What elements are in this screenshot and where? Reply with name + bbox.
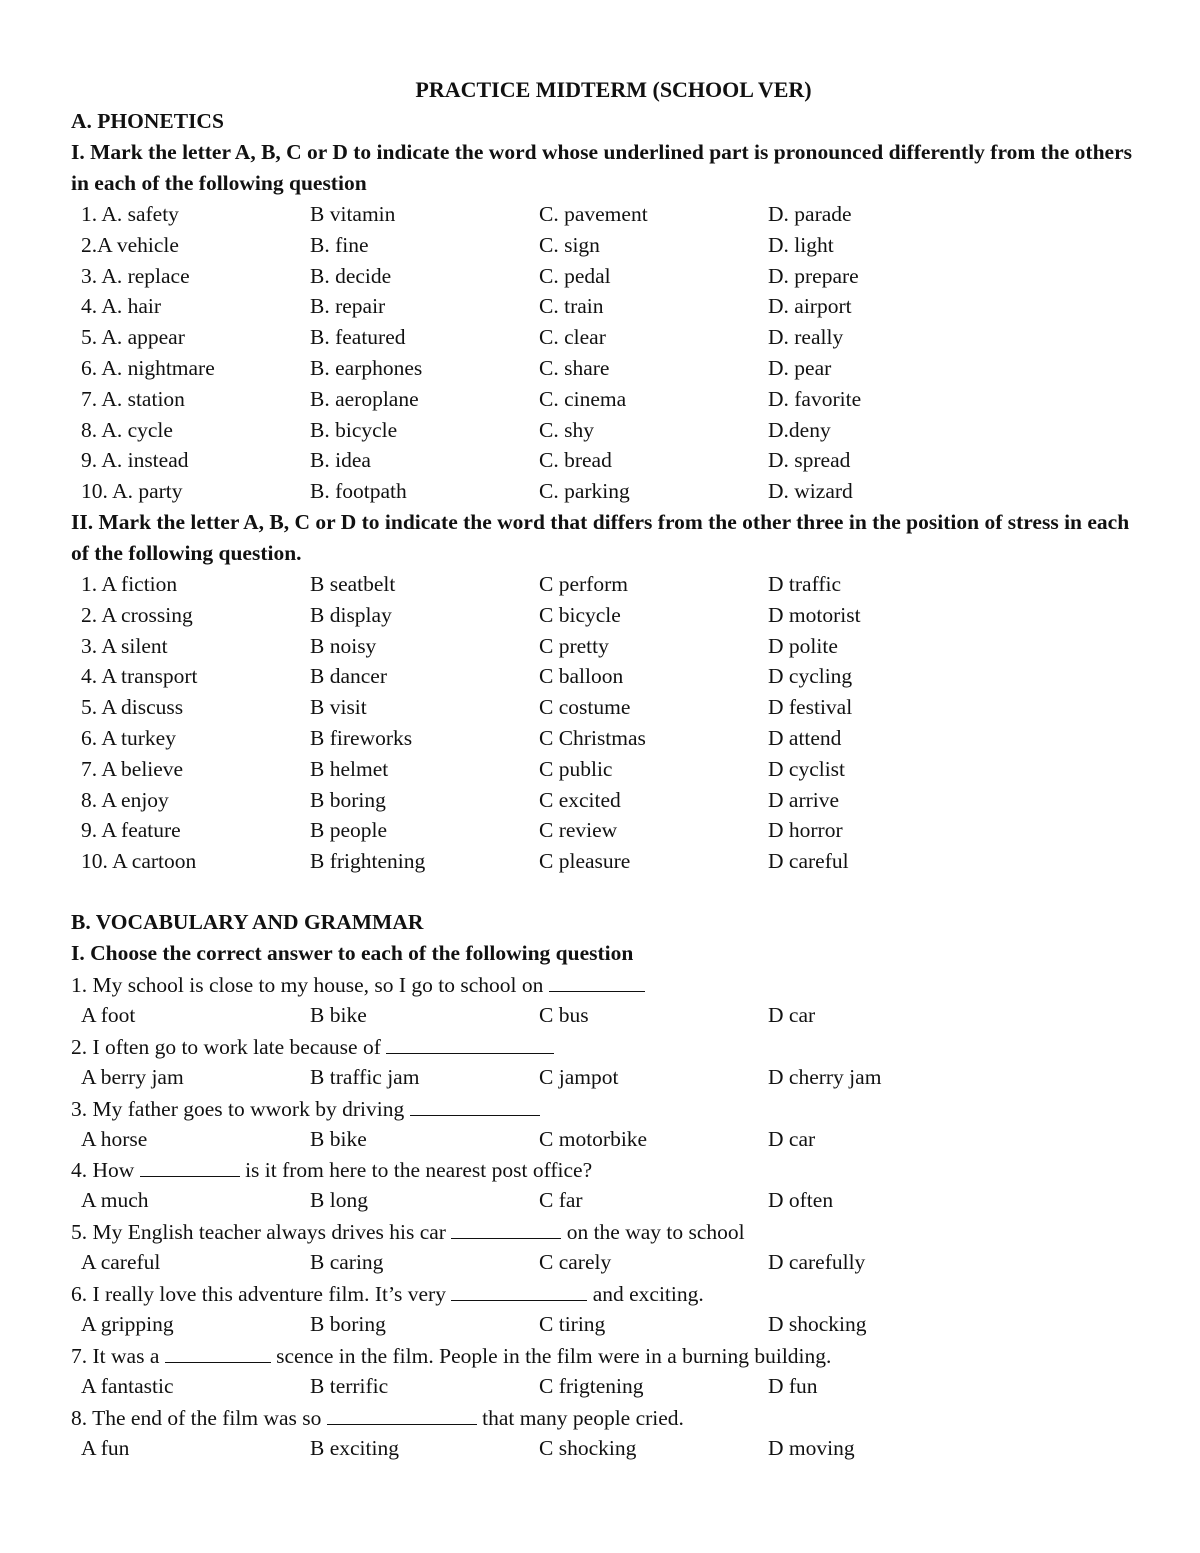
answer-option-d: D.deny bbox=[768, 417, 831, 442]
question-row bbox=[71, 754, 1136, 785]
question-row bbox=[71, 384, 1136, 415]
answer-option-d: D arrive bbox=[768, 787, 840, 812]
question-row bbox=[71, 230, 1136, 261]
answer-option-c: C Christmas bbox=[539, 725, 646, 750]
answer-option-b: B. decide bbox=[310, 263, 392, 288]
answer-blank bbox=[549, 969, 645, 992]
answer-option-d: D. prepare bbox=[768, 263, 859, 288]
answer-option-d: D festival bbox=[768, 695, 853, 720]
answer-option-b: B. earphones bbox=[310, 355, 423, 380]
question-stem bbox=[71, 1340, 1136, 1371]
phonetics-question-list-1 bbox=[71, 199, 1136, 507]
question-text-end: is it from here to the nearest post office? bbox=[239, 1158, 593, 1183]
answer-option-c: C costume bbox=[539, 695, 631, 720]
page-title: PRACTICE MIDTERM (SCHOOL VER) bbox=[415, 77, 812, 102]
question-row bbox=[71, 723, 1136, 754]
vocab-question-list bbox=[71, 969, 1136, 1463]
question-option-a: 5. A discuss bbox=[81, 695, 184, 720]
options-row bbox=[71, 1309, 1136, 1340]
question-option-a: 1. A fiction bbox=[81, 571, 178, 596]
answer-option-d: D horror bbox=[768, 818, 843, 843]
answer-option-d: D fun bbox=[768, 1373, 818, 1398]
answer-option-b: B bike bbox=[310, 1002, 367, 1027]
question-row bbox=[71, 846, 1136, 877]
answer-option-b: B. idea bbox=[310, 448, 371, 473]
answer-option-d: D. pear bbox=[768, 355, 832, 380]
question-stem bbox=[71, 1402, 1136, 1433]
options-row bbox=[71, 1062, 1136, 1093]
answer-option-b: B. repair bbox=[310, 294, 386, 319]
answer-option-c: C. clear bbox=[539, 325, 606, 350]
answer-option-d: D shocking bbox=[768, 1311, 867, 1336]
question-row bbox=[71, 631, 1136, 662]
answer-option-b: B noisy bbox=[310, 633, 377, 658]
answer-option-b: B vitamin bbox=[310, 202, 396, 226]
answer-option-d: D often bbox=[768, 1188, 834, 1213]
question-option-a: 2. A crossing bbox=[81, 602, 193, 627]
answer-option-c: C public bbox=[539, 756, 613, 781]
answer-blank bbox=[140, 1154, 240, 1177]
answer-option-c: C. bread bbox=[539, 448, 612, 473]
question-row bbox=[71, 322, 1136, 353]
question-stem bbox=[71, 1216, 1136, 1247]
vocab-instruction-1: I. Choose the correct answer to each of the following question bbox=[71, 940, 634, 965]
answer-option-b: B terrific bbox=[310, 1373, 389, 1398]
question-text-end: on the way to school bbox=[561, 1220, 745, 1245]
answer-option-d: D cyclist bbox=[768, 756, 846, 781]
answer-option-c: C excited bbox=[539, 787, 621, 812]
question-row bbox=[71, 785, 1136, 816]
answer-option-b: B seatbelt bbox=[310, 571, 396, 596]
answer-option-d: D moving bbox=[768, 1435, 855, 1460]
answer-option-a: A foot bbox=[81, 1002, 136, 1027]
answer-option-c: C balloon bbox=[539, 664, 624, 689]
answer-option-c: C bicycle bbox=[539, 602, 621, 627]
answer-option-d: D. airport bbox=[768, 294, 852, 319]
answer-option-b: B exciting bbox=[310, 1435, 399, 1460]
answer-option-c: C. parking bbox=[539, 479, 630, 504]
answer-option-c: C. cinema bbox=[539, 386, 627, 411]
phonetics-instruction-2: II. Mark the letter A, B, C or D to indicate the word that differs from the other three in the position of stress in each of the following question. bbox=[71, 509, 1130, 565]
answer-option-a: A gripping bbox=[81, 1311, 174, 1336]
answer-option-c: C far bbox=[539, 1188, 583, 1213]
question-row bbox=[71, 476, 1136, 507]
question-option-a: 6. A. nightmare bbox=[81, 355, 215, 380]
question-option-a: 6. A turkey bbox=[81, 725, 176, 750]
answer-option-d: D carefully bbox=[768, 1250, 866, 1275]
question-text: 8. The end of the film was so bbox=[71, 1405, 327, 1430]
answer-option-b: B long bbox=[310, 1188, 368, 1213]
answer-option-b: B bike bbox=[310, 1126, 367, 1151]
question-text: 5. My English teacher always drives his car bbox=[71, 1220, 452, 1245]
answer-option-c: C pretty bbox=[539, 633, 609, 658]
question-option-a: 4. A transport bbox=[81, 664, 198, 689]
question-row bbox=[71, 661, 1136, 692]
answer-option-b: B fireworks bbox=[310, 725, 413, 750]
answer-option-d: D. really bbox=[768, 325, 844, 350]
answer-option-c: C. train bbox=[539, 294, 604, 319]
answer-option-c: C review bbox=[539, 818, 618, 843]
question-row bbox=[71, 199, 1136, 230]
answer-option-c: C motorbike bbox=[539, 1126, 648, 1151]
answer-option-a: A fantastic bbox=[81, 1373, 174, 1398]
answer-option-b: B boring bbox=[310, 1311, 386, 1336]
answer-option-c: C carely bbox=[539, 1250, 612, 1275]
question-text: 3. My father goes to wwork by driving bbox=[71, 1096, 410, 1121]
answer-option-c: C. pedal bbox=[539, 263, 611, 288]
answer-option-b: B visit bbox=[310, 695, 367, 720]
answer-option-d: D. parade bbox=[768, 202, 852, 226]
question-text: 6. I really love this adventure film. It’s very bbox=[71, 1281, 452, 1306]
question-option-a: 10. A. party bbox=[81, 479, 183, 504]
answer-option-a: A berry jam bbox=[81, 1064, 184, 1089]
section-b-heading: B. VOCABULARY AND GRAMMAR bbox=[71, 909, 424, 934]
question-text: 4. How bbox=[71, 1158, 140, 1183]
answer-option-d: D cherry jam bbox=[768, 1064, 882, 1089]
question-text: 1. My school is close to my house, so I go to school on bbox=[71, 972, 549, 997]
options-row bbox=[71, 1000, 1136, 1031]
answer-option-b: B display bbox=[310, 602, 392, 627]
answer-option-a: A careful bbox=[81, 1250, 161, 1275]
answer-option-c: C. share bbox=[539, 355, 610, 380]
answer-option-d: D. spread bbox=[768, 448, 851, 473]
question-option-a: 3. A. replace bbox=[81, 263, 190, 288]
question-option-a: 9. A feature bbox=[81, 818, 181, 843]
phonetics-question-list-2 bbox=[71, 569, 1136, 877]
question-option-a: 10. A cartoon bbox=[81, 849, 197, 874]
question-option-a: 7. A. station bbox=[81, 386, 185, 411]
answer-option-b: B. featured bbox=[310, 325, 406, 350]
answer-option-d: D. light bbox=[768, 232, 834, 257]
question-row bbox=[71, 445, 1136, 476]
answer-option-c: C perform bbox=[539, 571, 628, 596]
worksheet-page bbox=[71, 74, 1136, 1463]
section-spacer bbox=[71, 877, 1136, 907]
question-row bbox=[71, 692, 1136, 723]
answer-option-c: C pleasure bbox=[539, 849, 631, 874]
question-row bbox=[71, 415, 1136, 446]
question-row bbox=[71, 815, 1136, 846]
answer-blank bbox=[451, 1216, 561, 1239]
question-row bbox=[71, 569, 1136, 600]
question-text-end: that many people cried. bbox=[476, 1405, 684, 1430]
question-row bbox=[71, 353, 1136, 384]
answer-option-c: C jampot bbox=[539, 1064, 619, 1089]
answer-option-d: D. wizard bbox=[768, 479, 853, 504]
answer-option-b: B. aeroplane bbox=[310, 386, 419, 411]
answer-option-a: A fun bbox=[81, 1435, 130, 1460]
answer-option-c: C. sign bbox=[539, 232, 600, 257]
answer-option-c: C shocking bbox=[539, 1435, 637, 1460]
answer-option-d: D attend bbox=[768, 725, 842, 750]
phonetics-instruction-1: I. Mark the letter A, B, C or D to indicate the word whose underlined part is pronounced differently from the others in each of the following question bbox=[71, 140, 1133, 195]
answer-option-d: D car bbox=[768, 1126, 816, 1151]
answer-option-c: C tiring bbox=[539, 1311, 606, 1336]
answer-option-d: D. favorite bbox=[768, 386, 862, 411]
answer-option-b: B helmet bbox=[310, 756, 389, 781]
answer-option-b: B boring bbox=[310, 787, 386, 812]
section-a-heading: A. PHONETICS bbox=[71, 109, 224, 133]
answer-option-d: D motorist bbox=[768, 602, 861, 627]
answer-option-b: B frightening bbox=[310, 849, 426, 874]
answer-blank bbox=[165, 1340, 271, 1363]
answer-option-b: B traffic jam bbox=[310, 1064, 420, 1089]
answer-option-d: D car bbox=[768, 1002, 816, 1027]
answer-blank bbox=[386, 1031, 554, 1054]
answer-blank bbox=[327, 1402, 477, 1425]
answer-blank bbox=[410, 1093, 540, 1116]
answer-option-b: B dancer bbox=[310, 664, 388, 689]
question-row bbox=[71, 261, 1136, 292]
question-stem bbox=[71, 1278, 1136, 1309]
question-stem bbox=[71, 1093, 1136, 1124]
question-option-a: 5. A. appear bbox=[81, 325, 185, 350]
options-row bbox=[71, 1247, 1136, 1278]
question-option-a: 7. A believe bbox=[81, 756, 184, 781]
question-stem bbox=[71, 969, 1136, 1000]
question-stem bbox=[71, 1031, 1136, 1062]
question-option-a: 9. A. instead bbox=[81, 448, 189, 473]
question-option-a: 8. A. cycle bbox=[81, 417, 173, 442]
answer-option-c: C. shy bbox=[539, 417, 594, 442]
question-stem bbox=[71, 1154, 1136, 1185]
answer-option-d: D careful bbox=[768, 849, 849, 874]
question-row bbox=[71, 291, 1136, 322]
answer-option-c: C frigtening bbox=[539, 1373, 644, 1398]
options-row bbox=[71, 1124, 1136, 1155]
answer-option-b: B. fine bbox=[310, 232, 369, 257]
answer-option-b: B people bbox=[310, 818, 388, 843]
question-option-a: 8. A enjoy bbox=[81, 787, 169, 812]
question-option-a: 2.A vehicle bbox=[81, 232, 179, 257]
answer-option-a: A horse bbox=[81, 1126, 148, 1151]
answer-option-d: D cycling bbox=[768, 664, 853, 689]
options-row bbox=[71, 1433, 1136, 1464]
question-option-a: 4. A. hair bbox=[81, 294, 162, 319]
answer-option-b: B. footpath bbox=[310, 479, 407, 504]
question-row bbox=[71, 600, 1136, 631]
answer-option-d: D traffic bbox=[768, 571, 842, 596]
answer-option-b: B caring bbox=[310, 1250, 384, 1275]
question-option-a: 3. A silent bbox=[81, 633, 168, 658]
answer-option-c: C bus bbox=[539, 1002, 589, 1027]
answer-option-c: C. pavement bbox=[539, 202, 648, 226]
answer-option-d: D polite bbox=[768, 633, 838, 658]
question-text-end: scence in the film. People in the film were in a burning building. bbox=[270, 1343, 832, 1368]
answer-option-a: A much bbox=[81, 1188, 149, 1213]
options-row bbox=[71, 1185, 1136, 1216]
options-row bbox=[71, 1371, 1136, 1402]
question-text: 2. I often go to work late because of bbox=[71, 1034, 387, 1059]
answer-option-b: B. bicycle bbox=[310, 417, 398, 442]
answer-blank bbox=[451, 1278, 587, 1301]
question-option-a: 1. A. safety bbox=[81, 202, 179, 226]
question-text: 7. It was a bbox=[71, 1343, 165, 1368]
question-text-end: and exciting. bbox=[587, 1281, 704, 1306]
